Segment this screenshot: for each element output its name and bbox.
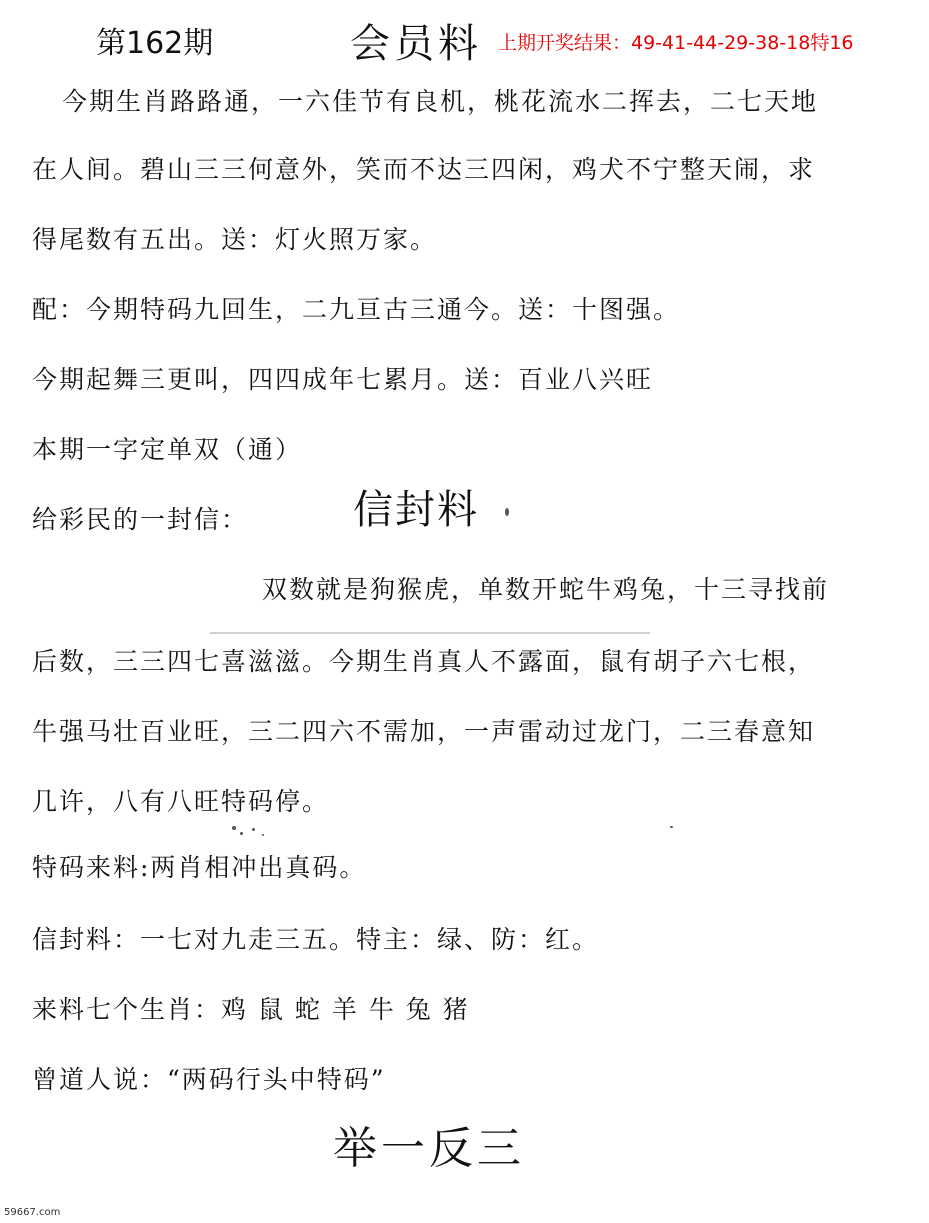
tail-line: 信封料：一七对九走三五。特主：绿、防：红。 — [32, 925, 600, 954]
body-line: 今期起舞三更叫，四四成年七累月。送：百业八兴旺 — [32, 365, 654, 394]
scan-speck — [232, 826, 236, 830]
scan-speck — [262, 834, 264, 836]
body-line: 配：今期特码九回生，二九亘古三通今。送：十图强。 — [32, 295, 681, 324]
letter-line: 后数，三三四七喜滋滋。今期生肖真人不露面，鼠有胡子六七根， — [32, 647, 816, 676]
body-line: 得尾数有五出。送：灯火照万家。 — [32, 225, 438, 254]
letter-line: 几许，八有八旺特码停。 — [32, 787, 330, 816]
scan-artifact — [210, 632, 650, 634]
scan-speck — [240, 832, 243, 835]
issue-number: 第162期 — [96, 26, 214, 61]
scan-speck — [670, 826, 673, 828]
letter-intro: 给彩民的一封信： — [32, 505, 249, 534]
closing-phrase: 举一反三 — [333, 1123, 525, 1174]
tail-line: 曾道人说：“两码行头中特码” — [32, 1065, 386, 1094]
letter-line: 双数就是狗猴虎，单数开蛇牛鸡兔，十三寻找前 — [262, 575, 830, 604]
tail-line: 特码来料:两肖相冲出真码。 — [32, 853, 367, 882]
subtitle-envelope: 信封料 — [353, 487, 479, 533]
body-line: 在人间。碧山三三何意外，笑而不达三四闲，鸡犬不宁整天闹，求 — [32, 155, 816, 184]
watermark: 59667.com — [4, 1207, 61, 1218]
letter-line: 牛强马壮百业旺，三二四六不需加，一声雷动过龙门，二三春意知 — [32, 717, 816, 746]
tail-line: 来料七个生肖：鸡 鼠 蛇 羊 牛 兔 猪 — [32, 995, 470, 1024]
page-title: 会员料 — [350, 21, 482, 67]
body-line: 今期生肖路路通，一六佳节有良机，桃花流水二挥去，二七天地 — [62, 87, 819, 116]
body-line: 本期一字定单双（通） — [32, 435, 303, 464]
scan-speck — [252, 828, 255, 831]
last-draw-result: 上期开奖结果：49-41-44-29-38-18特16 — [498, 32, 854, 54]
scan-speck — [505, 508, 509, 516]
